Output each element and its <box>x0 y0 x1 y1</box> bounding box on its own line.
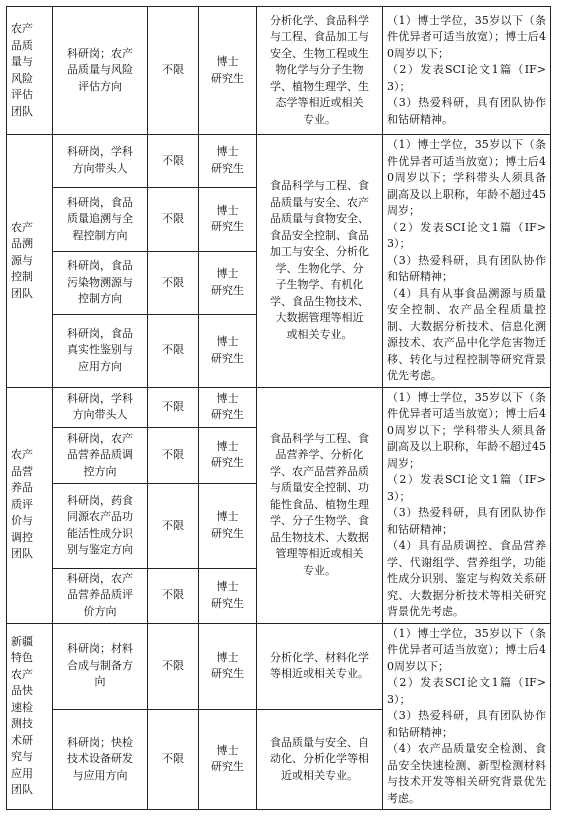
education-requirement: 博士 研究生 <box>199 709 257 809</box>
post-title: 科研岗；农产 品质量与风险 评估方向 <box>53 7 148 135</box>
team-name: 农产 品营 养品 质评 价与 调控 团队 <box>7 387 53 623</box>
recruitment-table <box>6 6 551 810</box>
post-title: 科研岗，农产 品营养品质评 价方向 <box>53 568 148 623</box>
major-requirement: 不限 <box>148 568 199 623</box>
team-name: 农产 品溯 源与 控制 团队 <box>7 135 53 388</box>
major-requirement: 不限 <box>148 427 199 483</box>
major-requirement: 不限 <box>148 623 199 709</box>
table-row <box>7 135 551 188</box>
post-title: 科研岗，学科 方向带头人 <box>53 135 148 188</box>
education-requirement: 博士 研究生 <box>199 623 257 709</box>
table-row <box>7 387 551 427</box>
education-requirement: 博士 研究生 <box>199 484 257 569</box>
major-requirement: 不限 <box>148 187 199 252</box>
table-row <box>7 623 551 709</box>
other-requirements: （1）博士学位，35岁以下（条件优异者可适当放宽）；博士后40周岁以下； （2）发表SCI论文1篇（IF>3）； （3）热爱科研，具有团队协作和钻研精神； （4）农产品质量安全检测、食品安全快速检测、新型检测材料与技术开发等相关研究背景优先考虑。 <box>383 623 551 810</box>
education-requirement: 博士 研究生 <box>199 187 257 252</box>
other-requirements: （1）博士学位，35岁以下（条件优异者可适当放宽）；博士后40周岁以下； （2）发表SCI论文1篇（IF>3）； （3）热爱科研，具有团队协作和钻研精神。 <box>383 7 551 135</box>
discipline-requirement: 食品科学与工程、食 品质量与安全、农产 品质量与食物安全、 食品安全控制、食品 加工与安全、分析化 学、生物化学、分 子生物学、有机化 学、食品生物技术、 大数据管理等相近 或相关专业。 <box>257 135 383 388</box>
table-row <box>7 7 551 135</box>
discipline-requirement: 分析化学、材料化学 等相近或相关专业。 <box>257 623 383 709</box>
discipline-requirement: 分析化学、食品科学 与工程、食品加工与 安全、生物工程或生 物化学与分子生物 学、植物生理学、生 态学等相近或相关 专业。 <box>257 7 383 135</box>
team-name: 农产 品质 量与 风险 评估 团队 <box>7 7 53 135</box>
post-title: 科研岗，食品 质量追溯与全 程控制方向 <box>53 187 148 252</box>
education-requirement: 博士 研究生 <box>199 427 257 483</box>
education-requirement: 博士 研究生 <box>199 135 257 188</box>
education-requirement: 博士 研究生 <box>199 7 257 135</box>
education-requirement: 博士 研究生 <box>199 314 257 387</box>
education-requirement: 博士 研究生 <box>199 387 257 427</box>
discipline-requirement: 食品科学与工程、食 品营养学、分析化 学、农产品营养品质 与质量安全控制、功 能性食品、植物生理 学、分子生物学、食 品生物技术、大数据 管理等相近或相关 专业。 <box>257 387 383 623</box>
post-title: 科研岗，农产 品营养品质调 控方向 <box>53 427 148 483</box>
post-title: 科研岗；快检 技术设备研发 与应用方向 <box>53 709 148 809</box>
discipline-requirement: 食品质量与安全、自 动化、分析化学等相 近或相关专业。 <box>257 709 383 809</box>
major-requirement: 不限 <box>148 314 199 387</box>
major-requirement: 不限 <box>148 252 199 315</box>
major-requirement: 不限 <box>148 135 199 188</box>
education-requirement: 博士 研究生 <box>199 568 257 623</box>
education-requirement: 博士 研究生 <box>199 252 257 315</box>
major-requirement: 不限 <box>148 709 199 809</box>
other-requirements: （1）博士学位，35岁以下（条件优异者可适当放宽）；博士后40周岁以下；学科带头人须具备副高及以上职称，年龄不超过45周岁； （2）发表SCI论文1篇（IF>3）； （3）热爱科研，具有团队协作和钻研精神； （4）具有品质调控、食品营养学、代谢组学、营养组学，功能性成分识别、鉴定与构效关系研究、大数据分析技术等相关研究背景优先考虑。 <box>383 387 551 623</box>
post-title: 科研岗，食品 污染物溯源与 控制方向 <box>53 252 148 315</box>
major-requirement: 不限 <box>148 387 199 427</box>
team-name: 新疆 特色 农产 品快 速检 测技 术研 究与 应用 团队 <box>7 623 53 810</box>
post-title: 科研岗，药食 同源农产品功 能活性成分识 别与鉴定方向 <box>53 484 148 569</box>
other-requirements: （1）博士学位，35岁以下（条件优异者可适当放宽）；博士后40周岁以下；学科带头人须具备副高及以上职称，年龄不超过45周岁； （2）发表SCI论文1篇（IF>3）； （3）热爱科研，具有团队协作和钻研精神； （4）具有从事食品溯源与质量安全控制、农产品全程质量控制、大数据分析技术、信息化溯源技术、农产品中化学危害物迁移、转化与过程控制等研究背景优先考虑。 <box>383 135 551 388</box>
post-title: 科研岗，学科 方向带头人 <box>53 387 148 427</box>
major-requirement: 不限 <box>148 484 199 569</box>
major-requirement: 不限 <box>148 7 199 135</box>
post-title: 科研岗；材料 合成与制备方 向 <box>53 623 148 709</box>
post-title: 科研岗，食品 真实性鉴别与 应用方向 <box>53 314 148 387</box>
